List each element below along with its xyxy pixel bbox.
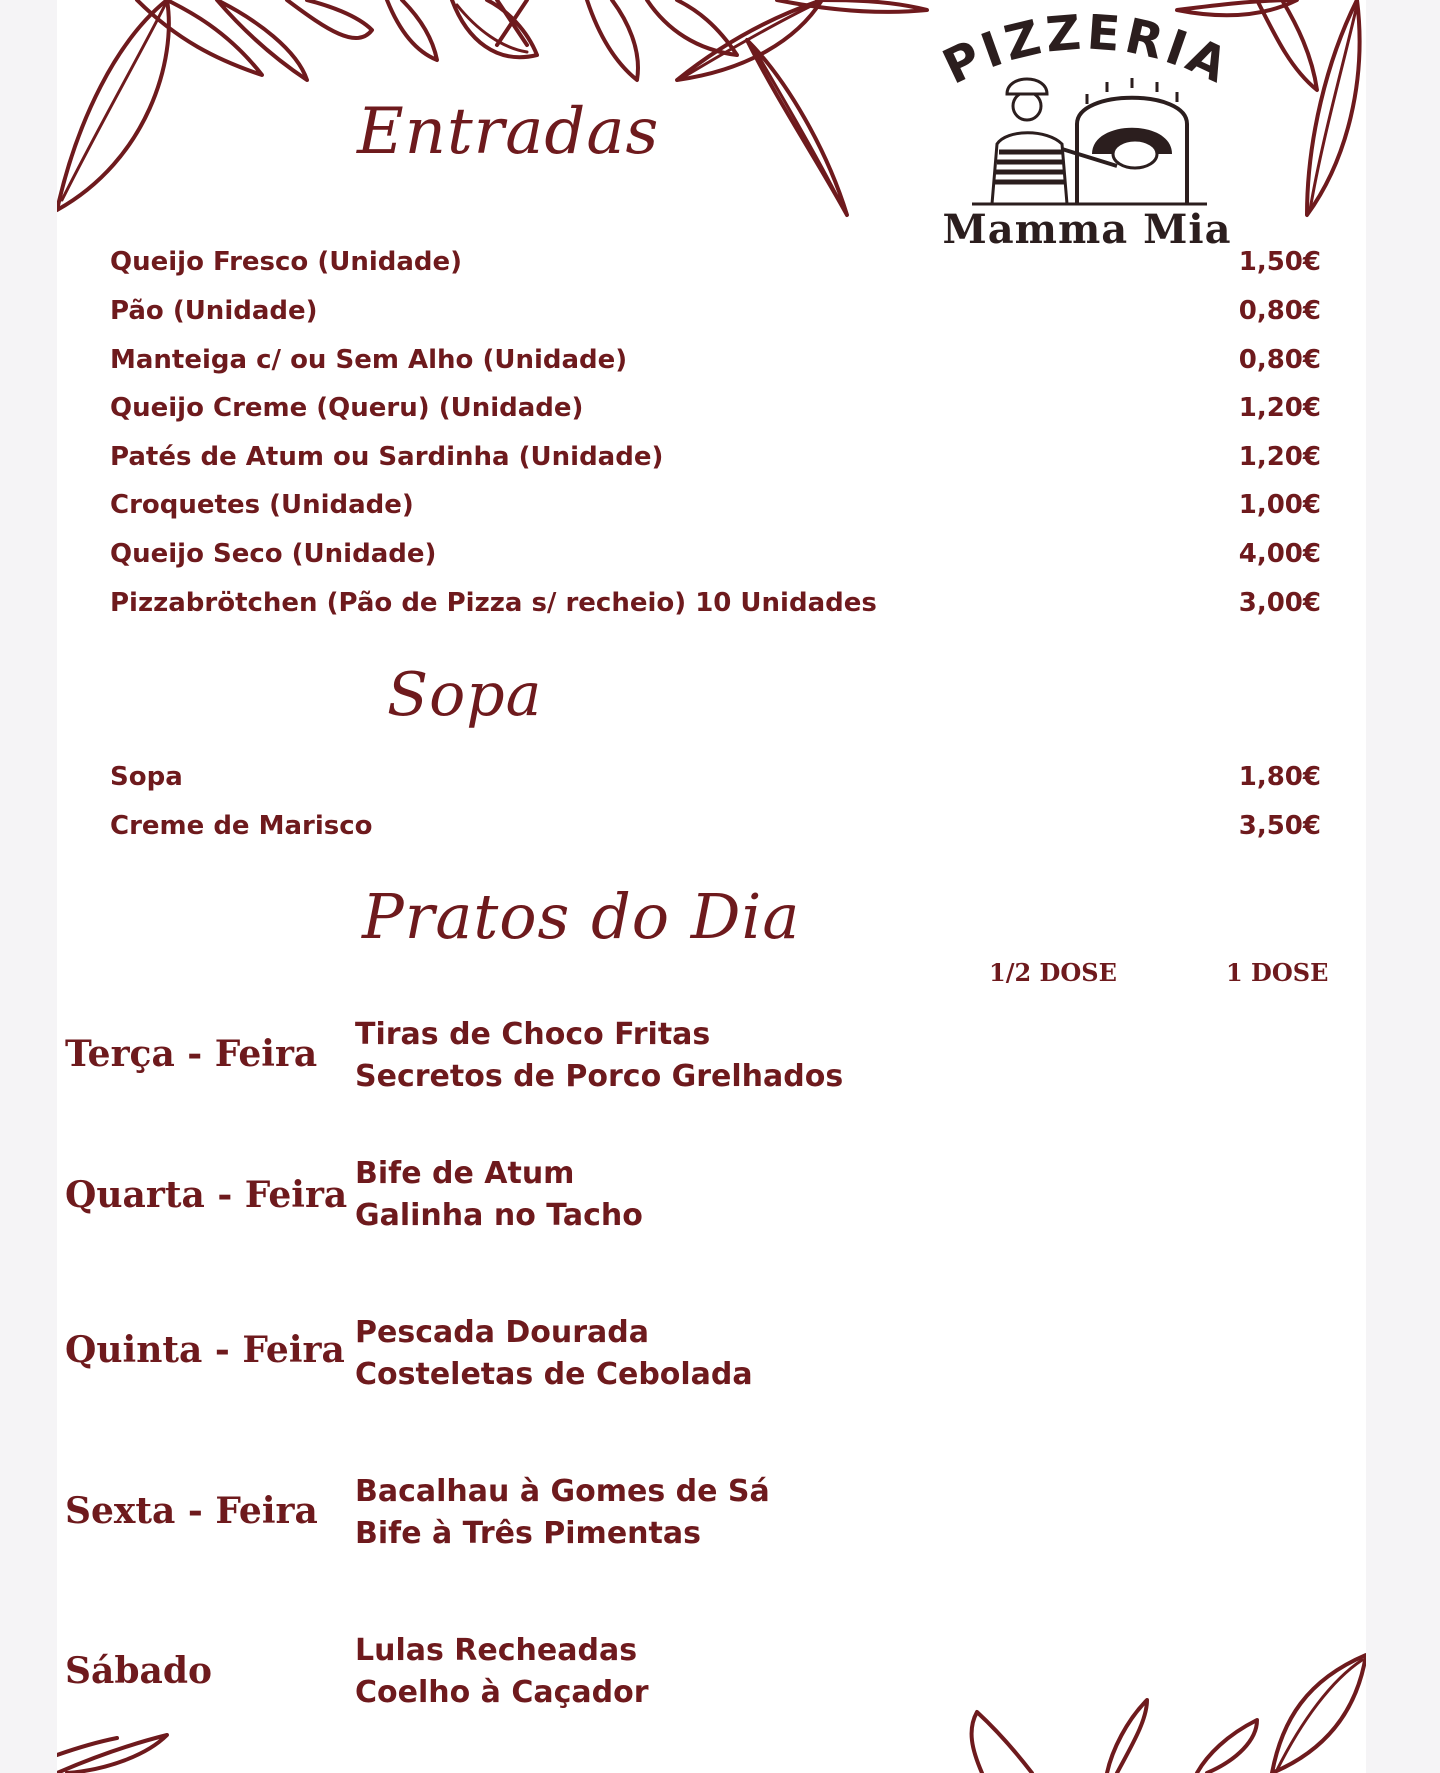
day-dishes bbox=[355, 1471, 770, 1555]
item-name: Patés de Atum ou Sardinha (Unidade) bbox=[110, 442, 664, 472]
dish-name: Bife à Três Pimentas bbox=[355, 1516, 701, 1551]
item-price: 1,20€ bbox=[1238, 442, 1321, 472]
entrada-row bbox=[57, 588, 1366, 628]
item-price: 0,80€ bbox=[1238, 296, 1321, 326]
section-title-pratos: Pratos do Dia bbox=[362, 880, 801, 953]
item-price: 1,50€ bbox=[1238, 247, 1321, 277]
entrada-row bbox=[57, 393, 1366, 433]
dish-name: Secretos de Porco Grelhados bbox=[355, 1059, 844, 1094]
day-dishes bbox=[355, 1153, 643, 1237]
section-title-entradas: Entradas bbox=[357, 95, 660, 169]
item-name: Creme de Marisco bbox=[110, 811, 373, 841]
sopa-row bbox=[57, 762, 1366, 802]
dish-name: Bife de Atum bbox=[355, 1156, 575, 1191]
day-label: Sábado bbox=[65, 1650, 213, 1692]
full-dose-header: 1 DOSE bbox=[1226, 958, 1329, 987]
item-price: 4,00€ bbox=[1238, 539, 1321, 569]
entrada-row bbox=[57, 539, 1366, 579]
item-price: 0,80€ bbox=[1238, 345, 1321, 375]
item-name: Pizzabrötchen (Pão de Pizza s/ recheio) 10 Unidades bbox=[110, 588, 877, 618]
day-label: Sexta - Feira bbox=[65, 1490, 318, 1532]
item-name: Manteiga c/ ou Sem Alho (Unidade) bbox=[110, 345, 628, 375]
item-name: Queijo Fresco (Unidade) bbox=[110, 247, 463, 277]
dish-name: Costeletas de Cebolada bbox=[355, 1357, 753, 1392]
dish-name: Galinha no Tacho bbox=[355, 1198, 643, 1233]
dish-name: Tiras de Choco Fritas bbox=[355, 1017, 711, 1052]
day-label: Terça - Feira bbox=[65, 1033, 318, 1075]
item-name: Pão (Unidade) bbox=[110, 296, 318, 326]
entrada-row bbox=[57, 296, 1366, 336]
svg-text:PIZZERIA: PIZZERIA bbox=[934, 14, 1240, 94]
entrada-row bbox=[57, 247, 1366, 287]
day-dishes bbox=[355, 1014, 843, 1098]
item-price: 1,20€ bbox=[1238, 393, 1321, 423]
item-name: Queijo Creme (Queru) (Unidade) bbox=[110, 393, 584, 423]
half-dose-header: 1/2 DOSE bbox=[989, 958, 1117, 987]
pizzeria-logo bbox=[927, 14, 1247, 264]
item-price: 3,00€ bbox=[1238, 588, 1321, 618]
item-name: Queijo Seco (Unidade) bbox=[110, 539, 437, 569]
dish-name: Coelho à Caçador bbox=[355, 1675, 649, 1710]
sopa-row bbox=[57, 811, 1366, 851]
logo-bottom-text: Mamma Mia bbox=[942, 206, 1232, 253]
menu-page bbox=[57, 0, 1366, 1773]
entrada-row bbox=[57, 490, 1366, 530]
section-title-sopa: Sopa bbox=[387, 660, 543, 730]
day-label: Quarta - Feira bbox=[65, 1174, 348, 1216]
item-price: 1,00€ bbox=[1238, 490, 1321, 520]
day-dishes bbox=[355, 1630, 649, 1714]
day-dishes bbox=[355, 1312, 753, 1396]
item-name: Croquetes (Unidade) bbox=[110, 490, 414, 520]
entrada-row bbox=[57, 345, 1366, 385]
dish-name: Lulas Recheadas bbox=[355, 1633, 638, 1668]
chef-oven-illustration bbox=[967, 74, 1207, 209]
item-price: 1,80€ bbox=[1238, 762, 1321, 792]
dish-name: Pescada Dourada bbox=[355, 1315, 650, 1350]
dish-name: Bacalhau à Gomes de Sá bbox=[355, 1474, 770, 1509]
entrada-row bbox=[57, 442, 1366, 482]
item-name: Sopa bbox=[110, 762, 183, 792]
item-price: 3,50€ bbox=[1238, 811, 1321, 841]
day-label: Quinta - Feira bbox=[65, 1329, 345, 1371]
